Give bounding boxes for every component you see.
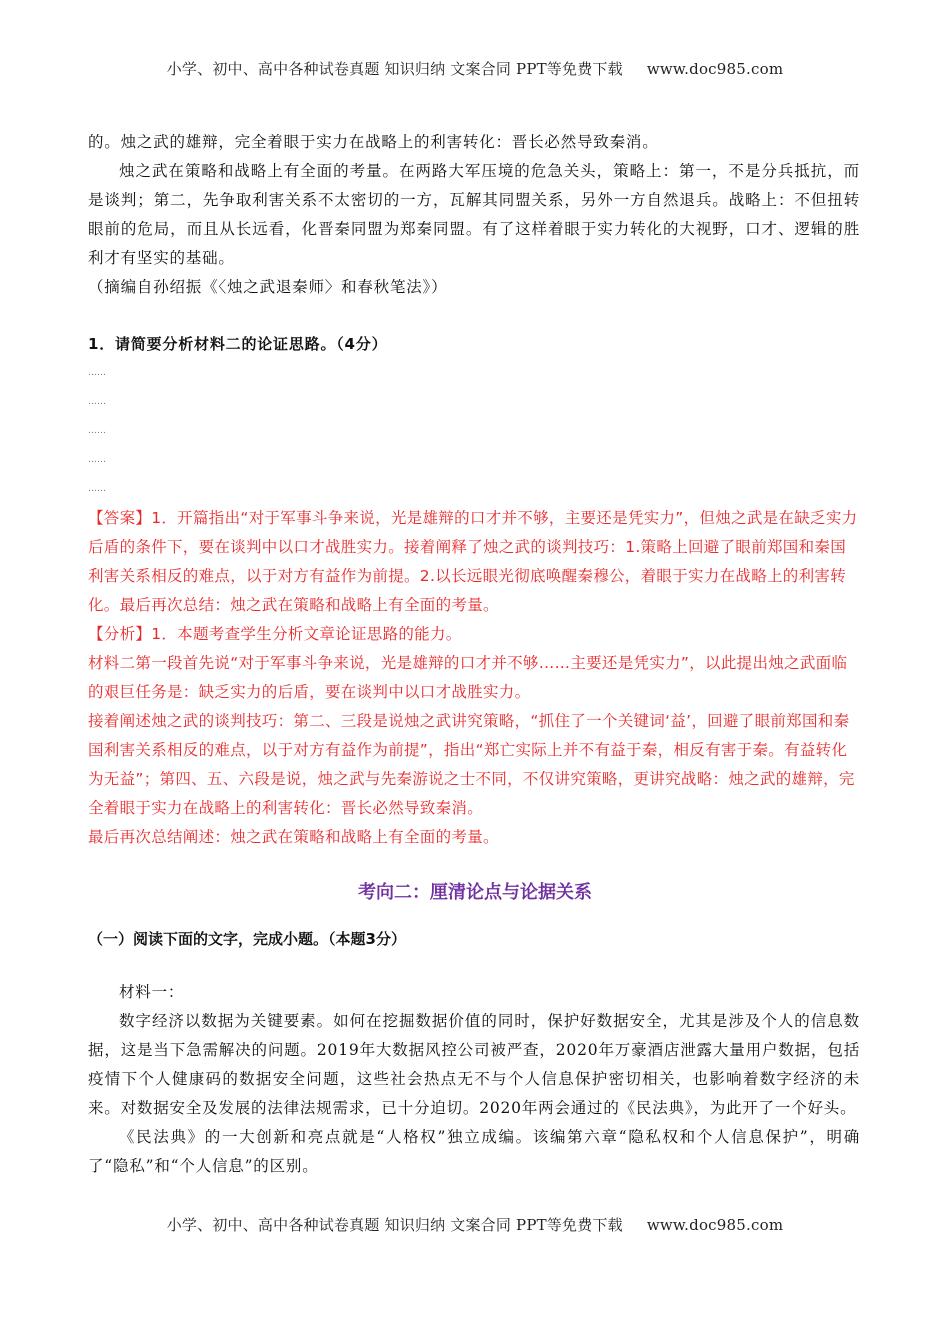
answer-paragraph xyxy=(88,504,860,620)
analysis-paragraph-1: 材料二第一段首先说“对于军事斗争来说，光是雄辩的口才并不够……主要还是凭实力”，以此提出烛之武面临的艰巨任务是：缺乏实力的后盾，要在谈判中以口才战胜实力。 xyxy=(88,654,848,701)
answer-blank-line[interactable]: …… xyxy=(88,397,106,407)
question-1 xyxy=(88,330,860,504)
answer-blank-line[interactable]: …… xyxy=(88,426,106,436)
analysis-intro: 1．本题考查学生分析文章论证思路的能力。 xyxy=(151,625,462,643)
section-title: 考向二：厘清论点与论据关系 xyxy=(358,882,592,903)
material-1-paragraph-2: 《民法典》的一大创新和亮点就是“人格权”独立成编。该编第六章“隐私权和个人信息保护”，明确了“隐私”和“个人信息”的区别。 xyxy=(88,1128,860,1175)
page-footer xyxy=(0,1214,950,1235)
analysis-paragraph-2: 接着阐述烛之武的谈判技巧：第二、三段是说烛之武讲究策略，“抓住了一个关键词‘益’，回避了眼前郑国和秦国利害关系相反的难点，以于对方有益作为前提”，指出“郑亡实际上并不有益于秦，相反有害于秦。有益转化为无益”；第四、五、六段是说，烛之武与先秦游说之士不同，不仅讲究策略，更讲究战略：烛之武的雄辩，完全着眼于实力在战略上的利害转化：晋长必然导致秦消。 xyxy=(88,712,855,817)
footer-url[interactable]: www.doc985.com xyxy=(646,1216,784,1234)
material-1-paragraph-1: 数字经济以数据为关键要素。如何在挖掘数据价值的同时，保护好数据安全，尤其是涉及个人的信息数据，这是当下急需解决的问题。2019年大数据风控公司被严查，2020年万豪酒店泄露大量用户数据，包括疫情下个人健康码的数据安全问题，这些社会热点无不与个人信息保护密切相关，也影响着数字经济的未来。对数据安全及发展的法律法规需求，已十分迫切。2020年两会通过的《民法典》，为此开了一个好头。 xyxy=(88,1012,860,1117)
page-header xyxy=(0,58,950,79)
answer-label: 【答案】 xyxy=(88,509,152,527)
material-1-heading: 材料一： xyxy=(119,983,185,1001)
analysis-line-1 xyxy=(88,620,860,649)
answer-blank-line[interactable]: …… xyxy=(88,368,106,378)
question-1-title: 1．请简要分析材料二的论证思路。（4分） xyxy=(88,335,388,353)
answer-text: 1．开篇指出“对于军事斗争来说，光是雄辩的口才并不够，主要还是凭实力”，但烛之武是在缺乏实力后盾的条件下，要在谈判中以口才战胜实力。接着阐释了烛之武的谈判技巧：1.策略上回避了眼前郑国和秦国利害关系相反的难点，以于对方有益作为前提。2.以长远眼光彻底唤醒秦穆公，着眼于实力在战略上的利害转化。最后再次总结：烛之武在策略和战略上有全面的考量。 xyxy=(88,509,858,614)
passage-line-1: 的。烛之武的雄辩，完全着眼于实力在战略上的利害转化：晋长必然导致秦消。 xyxy=(88,133,659,151)
header-url[interactable]: www.doc985.com xyxy=(646,60,784,78)
answer-blank-line[interactable]: …… xyxy=(88,484,106,494)
footer-text: 小学、初中、高中各种试卷真题 知识归纳 文案合同 PPT等免费下载 xyxy=(166,1216,623,1234)
header-text: 小学、初中、高中各种试卷真题 知识归纳 文案合同 PPT等免费下载 xyxy=(166,60,623,78)
passage-top xyxy=(88,128,860,302)
answer-blank-line[interactable]: …… xyxy=(88,455,106,465)
analysis-label: 【分析】 xyxy=(88,625,152,643)
section-prompt: （一）阅读下面的文字，完成小题。（本题3分） xyxy=(88,930,406,948)
passage-citation: （摘编自孙绍振《〈烛之武退秦师〉和春秋笔法》） xyxy=(88,278,448,296)
passage-paragraph-2: 烛之武在策略和战略上有全面的考量。在两路大军压境的危急关头，策略上：第一，不是分兵抵抗，而是谈判；第二，先争取利害关系不太密切的一方，瓦解其同盟关系，另外一方自然退兵。战略上：不但扭转眼前的危局，而且从长远看，化晋秦同盟为郑秦同盟。有了这样着眼于实力转化的大视野，口才、逻辑的胜利才有坚实的基础。 xyxy=(88,162,860,267)
analysis-paragraph-3: 最后再次总结阐述：烛之武在策略和战略上有全面的考量。 xyxy=(88,828,499,846)
material-1 xyxy=(88,978,860,1181)
answer-block xyxy=(88,504,860,852)
